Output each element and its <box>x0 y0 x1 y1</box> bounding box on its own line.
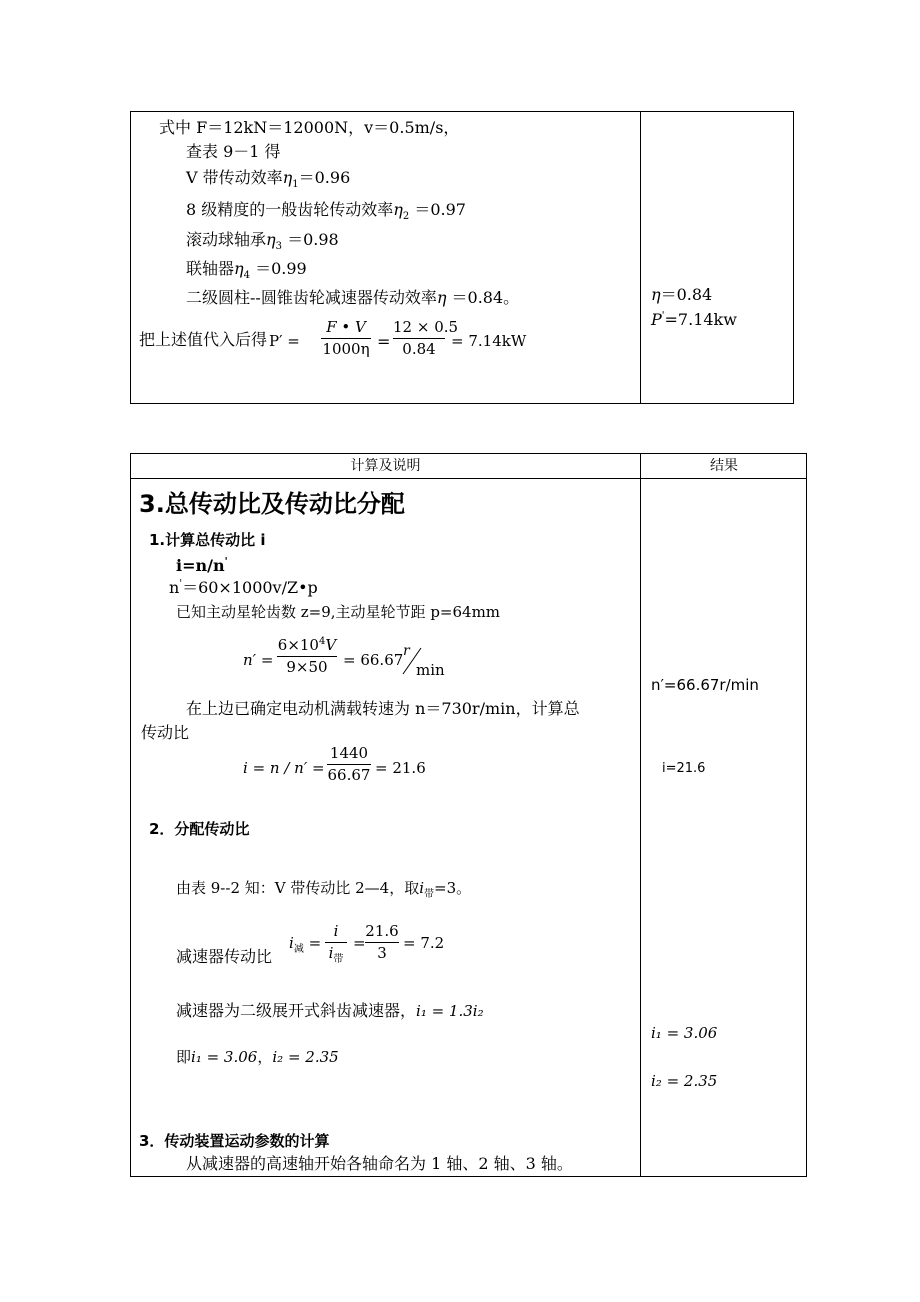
header-calc: 计算及说明 <box>350 458 421 474</box>
given-values-line: 式中 F＝12kN＝12000N，v＝0.5m/s， <box>159 118 460 137</box>
ratio-values: 即i₁ = 3.06，i₂ = 2.35 <box>176 1048 339 1066</box>
equals-sign: = <box>353 934 366 952</box>
reducer-ratio-lhs: $i_减$ = <box>289 934 322 955</box>
eff-coupling: 联轴器$\eta_4 =0.99$ <box>186 259 307 282</box>
motor-speed-line: 在上边已确定电动机满载转速为 n＝730r/min，计算总 <box>186 699 580 718</box>
belt-ratio-line: 由表 9--2 知：V 带传动比 2—4，取$i_带=3$。 <box>176 879 472 900</box>
sub3-title: 3．传动装置运动参数的计算 <box>139 1132 330 1150</box>
column-divider <box>640 454 641 1176</box>
result-n-prime: n′=66.67r/min <box>651 676 759 694</box>
column-divider <box>640 112 641 403</box>
fraction-reducer-values: 21.6 3 <box>365 922 399 962</box>
table-transmission <box>130 453 807 1177</box>
power-result: = 7.14kW <box>451 332 527 350</box>
result-i2: i₂ = 2.35 <box>651 1072 718 1090</box>
shaft-names: 从减速器的高速轴开始各轴命名为 1 轴、2 轴、3 轴。 <box>186 1154 573 1173</box>
eff-gear: 8 级精度的一般齿轮传动效率$\eta_2 =0.97$ <box>186 200 466 223</box>
given-star-wheel: 已知主动星轮齿数 z=9,主动星轮节距 p=64mm <box>176 603 501 621</box>
i-formula-rhs: = 21.6 <box>375 759 426 777</box>
reducer-ratio-rhs: = 7.2 <box>403 934 445 952</box>
substitute-label: 把上述值代入后得 <box>139 330 268 349</box>
n-prime-rhs: = 66.67 <box>343 651 404 669</box>
sub1-title: 1.计算总传动比 i <box>149 531 266 549</box>
i-formula-lhs: i = n / n′ = <box>243 759 325 777</box>
motor-speed-line-2: 传动比 <box>141 723 190 742</box>
unit-r: r <box>403 643 410 659</box>
fraction-reducer-symbolic: i $i_带$ <box>325 924 347 961</box>
section-title: 3.总传动比及传动比分配 <box>139 490 405 518</box>
eff-bearing: 滚动球轴承$\eta_3 =0.98$ <box>186 230 339 253</box>
unit-min: min <box>416 661 445 679</box>
header-result: 结果 <box>710 458 738 474</box>
sub2-title: 2．分配传动比 <box>149 820 250 838</box>
formula-n-prime: n'＝60×1000v/Z•p <box>169 578 318 597</box>
fraction-n-prime: $6\times 10^4V$ 9×50 <box>277 636 337 676</box>
two-stage-reducer: 减速器为二级展开式斜齿减速器，i₁ = 1.3i₂ <box>176 1001 484 1020</box>
result-total-ratio: i=21.6 <box>662 761 706 776</box>
eff-reducer: 二级圆柱--圆锥齿轮减速器传动效率η ＝0.84。 <box>186 288 520 307</box>
fraction-total-ratio: 1440 66.67 <box>327 744 371 784</box>
result-power: P'=7.14kw <box>651 310 737 329</box>
fraction-power-values: 12 × 0.5 0.84 <box>393 318 459 358</box>
power-lhs: P′ = <box>269 332 300 350</box>
table-efficiency <box>130 111 794 404</box>
fraction-power-formula: F • V 1000η <box>322 318 370 358</box>
result-i1: i₁ = 3.06 <box>651 1024 718 1042</box>
equals-sign: = <box>377 332 391 351</box>
lookup-line: 查表 9－1 得 <box>186 142 281 161</box>
n-prime-lhs: n′ = <box>243 651 274 669</box>
reducer-ratio-label: 减速器传动比 <box>176 947 273 966</box>
eff-v-belt: V 带传动效率$\eta_1=0.96$ <box>186 168 351 191</box>
header-divider <box>131 478 806 479</box>
formula-total-ratio: i=n/n' <box>176 556 228 575</box>
result-eta: η＝0.84 <box>651 285 713 304</box>
